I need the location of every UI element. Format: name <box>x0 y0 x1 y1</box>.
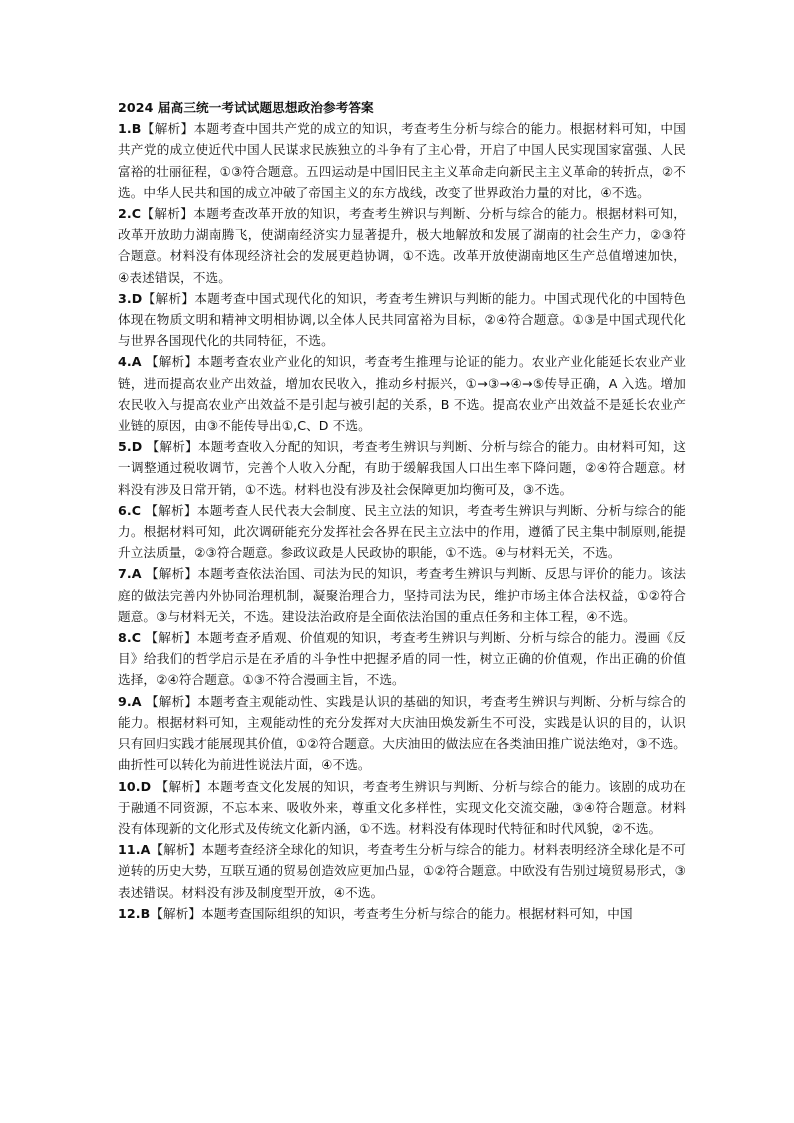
answer-explanation: 【解析】本题考查经济全球化的知识，考查考生分析与综合的能力。材料表明经济全球化是不可逆转的历史大势，互联互通的贸易创造效应更加凸显，①②符合题意。中欧没有告别过境贸易形式，③表述错误。材料没有涉及制度型开放，④不选。 <box>118 842 686 900</box>
answer-number: 4.A <box>118 354 142 370</box>
answer-item <box>118 839 686 903</box>
answer-number: 12.B <box>118 905 151 921</box>
document-title: 2024 届高三统一考试试题思想政治参考答案 <box>118 100 374 115</box>
answer-item <box>118 691 686 776</box>
answer-item <box>118 436 686 500</box>
answer-number: 1.B <box>118 121 142 137</box>
answer-item <box>118 500 686 564</box>
answer-explanation: 【解析】本题考查人民代表大会制度、民主立法的知识，考查考生辨识与判断、分析与综合的能力。根据材料可知，此次调研能充分发挥社会各界在民主立法中的作用，遵循了民主集中制原则,能提升立法质量，②③符合题意。参政议政是人民政协的职能，①不选。④与材料无关，不选。 <box>118 502 686 561</box>
answer-number: 6.C <box>118 502 142 518</box>
answer-item <box>118 903 686 924</box>
answer-item <box>118 627 686 691</box>
answer-item <box>118 563 686 627</box>
answer-number: 8.C <box>118 630 142 646</box>
answer-item <box>118 203 686 288</box>
answer-explanation: 【解析】本题考查国际组织的知识，考查考生分析与综合的能力。根据材料可知，中国 <box>150 905 633 921</box>
answer-item <box>118 351 686 436</box>
answer-explanation: 【解析】本题考查文化发展的知识，考查考生辨识与判断、分析与综合的能力。该剧的成功在于融通不同资源，不忘本来、吸收外来，尊重文化多样性，实现文化交流交融，③④符合题意。材料没有体现新的文化形式及传统文化新内涵，①不选。材料没有体现时代特征和时代风貌，②不选。 <box>118 778 686 836</box>
answer-item <box>118 118 686 203</box>
answer-explanation: 【解析】本题考查依法治国、司法为民的知识，考查考生辨识与判断、反思与评价的能力。该法庭的做法完善内外协同治理机制，凝聚治理合力，坚持司法为民，维护市场主体合法权益，①②符合题意。③与材料无关，不选。建设法治政府是全面依法治国的重点任务和主体工程，④不选。 <box>118 566 686 624</box>
answer-explanation: 【解析】本题考查改革开放的知识，考查考生辨识与判断、分析与综合的能力。根据材料可知，改革开放助力湖南腾飞，使湖南经济实力显著提升，极大地解放和发展了湖南的社会生产力，②③符合题意。材料没有体现经济社会的发展更趋协调，①不选。改革开放使湖南地区生产总值增速加快，④表述错误，不选。 <box>118 206 686 285</box>
answer-number: 9.A <box>118 693 142 709</box>
answer-number: 5.D <box>118 439 143 455</box>
answer-number: 11.A <box>118 842 151 858</box>
answer-item <box>118 776 686 840</box>
answer-item <box>118 288 686 352</box>
answer-list <box>118 118 686 924</box>
answer-number: 10.D <box>118 778 152 794</box>
answer-document <box>118 97 686 924</box>
answer-explanation: 【解析】本题考查矛盾观、价值观的知识，考查考生辨识与判断、分析与综合的能力。漫画《反目》给我们的哲学启示是在矛盾的斗争性中把握矛盾的同一性，树立正确的价值观，作出正确的价值选择，②④符合题意。①③不符合漫画主旨，不选。 <box>118 630 686 688</box>
answer-number: 3.D <box>118 290 143 306</box>
answer-explanation: 【解析】本题考查主观能动性、实践是认识的基础的知识，考查考生辨识与判断、分析与综合的能力。根据材料可知，主观能动性的充分发挥对大庆油田焕发新生不可没，实践是认识的目的，认识只有回归实践才能展现其价值，①②符合题意。大庆油田的做法应在各类油田推广说法绝对，③不选。曲折性可以转化为前进性说法片面，④不选。 <box>118 693 686 773</box>
answer-explanation: 【解析】本题考查收入分配的知识，考查考生辨识与判断、分析与综合的能力。由材料可知，这一调整通过税收调节，完善个人收入分配，有助于缓解我国人口出生率下降问题，②④符合题意。材料没有涉及日常开销，①不选。材料也没有涉及社会保障更加均衡可及，③不选。 <box>118 439 686 497</box>
answer-number: 7.A <box>118 566 142 582</box>
answer-number: 2.C <box>118 206 142 222</box>
answer-explanation: 【解析】本题考查农业产业化的知识，考查考生推理与论证的能力。农业产业化能延长农业产业链，进而提高农业产出效益，增加农民收入，推动乡村振兴，①→③→④→⑤传导正确，A 入选。增加农民收入与提高农业产出效益不是引起与被引起的关系，B 不选。提高农业产出效益不是延长农业产业链的原因，由③不能传导出①,C、D 不选。 <box>118 354 686 434</box>
answer-explanation: 【解析】本题考查中国共产党的成立的知识，考查考生分析与综合的能力。根据材料可知，中国共产党的成立使近代中国人民谋求民族独立的斗争有了主心骨，开启了中国人民实现国家富强、人民富裕的壮丽征程，①③符合题意。五四运动是中国旧民主主义革命走向新民主主义革命的转折点，②不选。中华人民共和国的成立冲破了帝国主义的东方战线，改变了世界政治力量的对比，④不选。 <box>118 121 686 200</box>
answer-explanation: 【解析】本题考查中国式现代化的知识，考查考生辨识与判断的能力。中国式现代化的中国特色体现在物质文明和精神文明相协调,以全体人民共同富裕为目标，②④符合题意。①③是中国式现代化与世界各国现代化的共同特征，不选。 <box>118 290 686 349</box>
